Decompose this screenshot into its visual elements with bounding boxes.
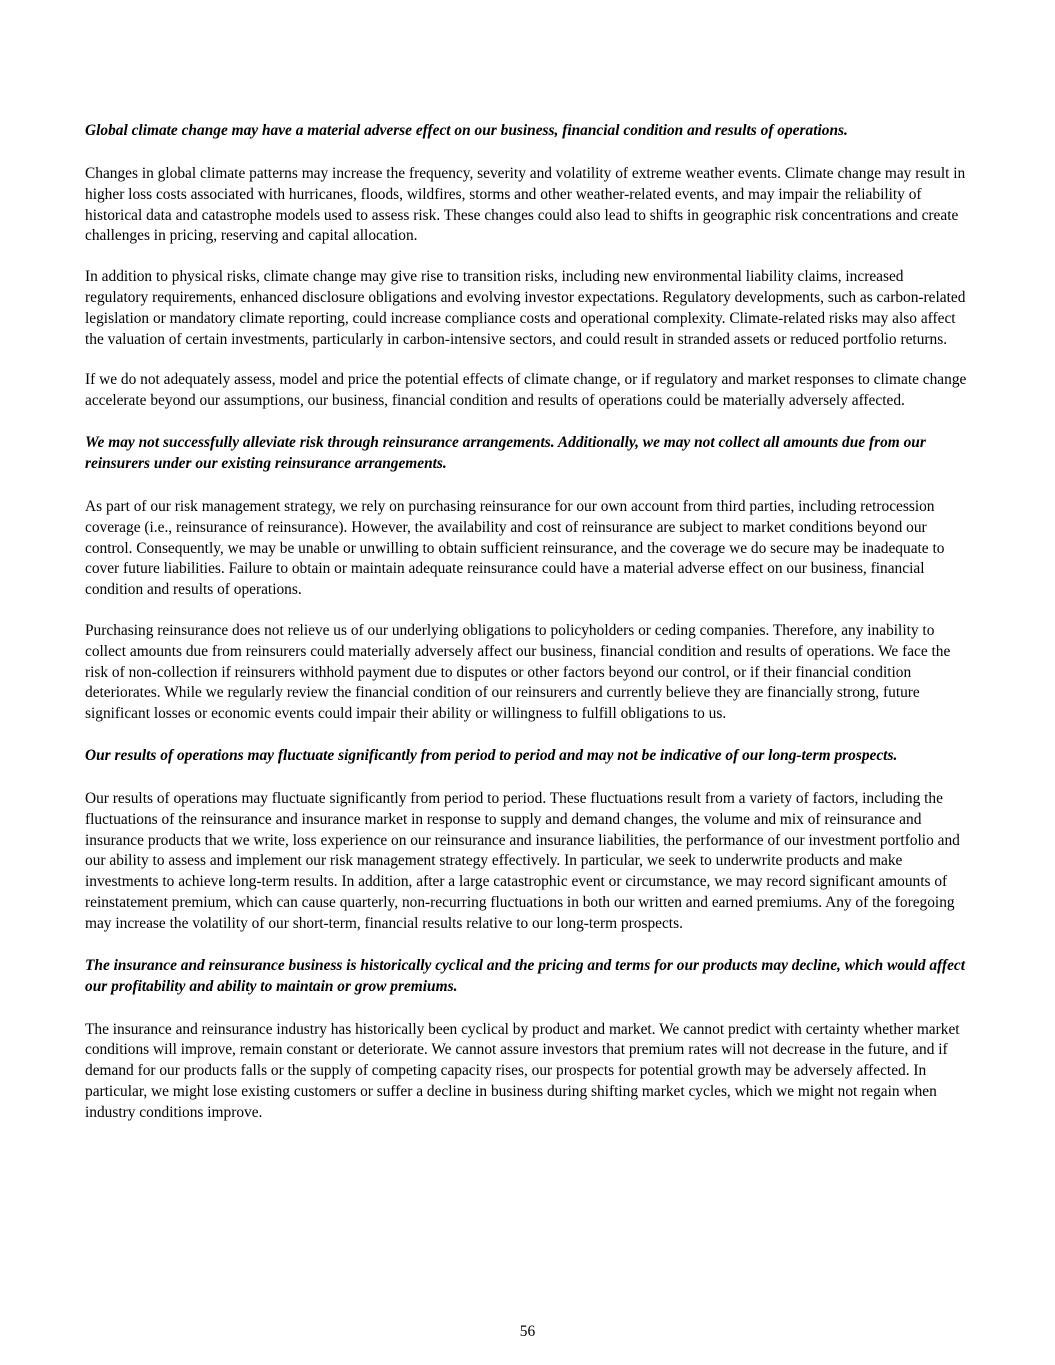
paragraph: Changes in global climate patterns may increase the frequency, severity and volatility of extreme weather events. Climate change may result in higher loss costs associated with hurricanes, floods, wildfires, storms and other weather-related events, and may impair the reliability of historical data and catastrophe models used to assess risk. These changes could also lead to shifts in geographic risk concentrations and create challenges in pricing, reserving and capital allocation. (85, 165, 966, 245)
section-heading: Global climate change may have a material adverse effect on our business, financial condition and results of operations. (85, 122, 848, 139)
document-page (85, 120, 970, 1144)
section-heading: The insurance and reinsurance business is historically cyclical and the pricing and terms for our products may decline, which would affect our profitability and ability to maintain or grow premiums. (85, 956, 966, 995)
risk-section-cyclical-business (85, 955, 970, 1124)
paragraph: Purchasing reinsurance does not relieve us of our underlying obligations to policyholders or ceding companies. Therefore, any inability to collect amounts due from reinsurers could materially adversely affect our business, financial condition and results of operations. We face the risk of non-collection if reinsurers withhold payment due to disputes or other factors beyond our control, or if their financial condition deteriorates. While we regularly review the financial condition of our reinsurers and currently believe they are financially strong, future significant losses or economic events could impair their ability or willingness to fulfill obligations to us. (85, 621, 951, 723)
risk-section-climate-change (85, 120, 970, 412)
paragraph: Our results of operations may fluctuate significantly from period to period. These fluctuations result from a variety of factors, including the fluctuations of the reinsurance and insurance market in response to supply and demand changes, the volume and mix of reinsurance and insurance products that we write, loss experience on our reinsurance and insurance liabilities, the performance of our investment portfolio and our ability to assess and implement our risk management strategy effectively. In particular, we seek to underwrite products and make investments to achieve long-term results. In addition, after a large catastrophic event or circumstance, we may record significant amounts of reinstatement premium, which can cause quarterly, non-recurring fluctuations in both our written and earned premiums. Any of the foregoing may increase the volatility of our short-term, financial results relative to our long-term prospects. (85, 789, 960, 932)
risk-section-results-fluctuation (85, 745, 970, 935)
page-number: 56 (519, 1323, 536, 1340)
paragraph: If we do not adequately assess, model and price the potential effects of climate change, or if regulatory and market responses to climate change accelerate beyond our assumptions, our business, financial condition and results of operations could be materially adversely affected. (85, 371, 967, 410)
paragraph: The insurance and reinsurance industry has historically been cyclical by product and market. We cannot predict with certainty whether market conditions will improve, remain constant or deteriorate. We cannot assure investors that premium rates will not decrease in the future, and if demand for our products falls or the supply of competing capacity rises, our prospects for potential growth may be adversely affected. In particular, we might lose existing customers or suffer a decline in business during shifting market cycles, which we might not regain when industry conditions improve. (85, 1020, 960, 1121)
section-heading: Our results of operations may fluctuate significantly from period to period and may not be indicative of our long-term prospects. (85, 746, 898, 764)
paragraph: In addition to physical risks, climate change may give rise to transition risks, including new environmental liability claims, increased regulatory requirements, enhanced disclosure obligations and evolving investor expectations. Regulatory developments, such as carbon-related legislation or mandatory climate reporting, could increase compliance costs and operational complexity. Climate-related risks may also affect the valuation of certain investments, particularly in carbon-intensive sectors, and could result in stranded assets or reduced portfolio returns. (85, 268, 966, 348)
risk-section-reinsurance (85, 432, 970, 725)
paragraph: As part of our risk management strategy, we rely on purchasing reinsurance for our own account from third parties, including retrocession coverage (i.e., reinsurance of reinsurance). However, the availability and cost of reinsurance are subject to market conditions beyond our control. Consequently, we may be unable or unwilling to obtain sufficient reinsurance, and the coverage we do secure may be inadequate to cover future liabilities. Failure to obtain or maintain adequate reinsurance could have a material adverse effect on our business, financial condition and results of operations. (85, 497, 945, 599)
section-heading: We may not successfully alleviate risk through reinsurance arrangements. Additionally, we may not collect all amounts due from our reinsurers under our existing reinsurance arrangements. (85, 433, 926, 472)
